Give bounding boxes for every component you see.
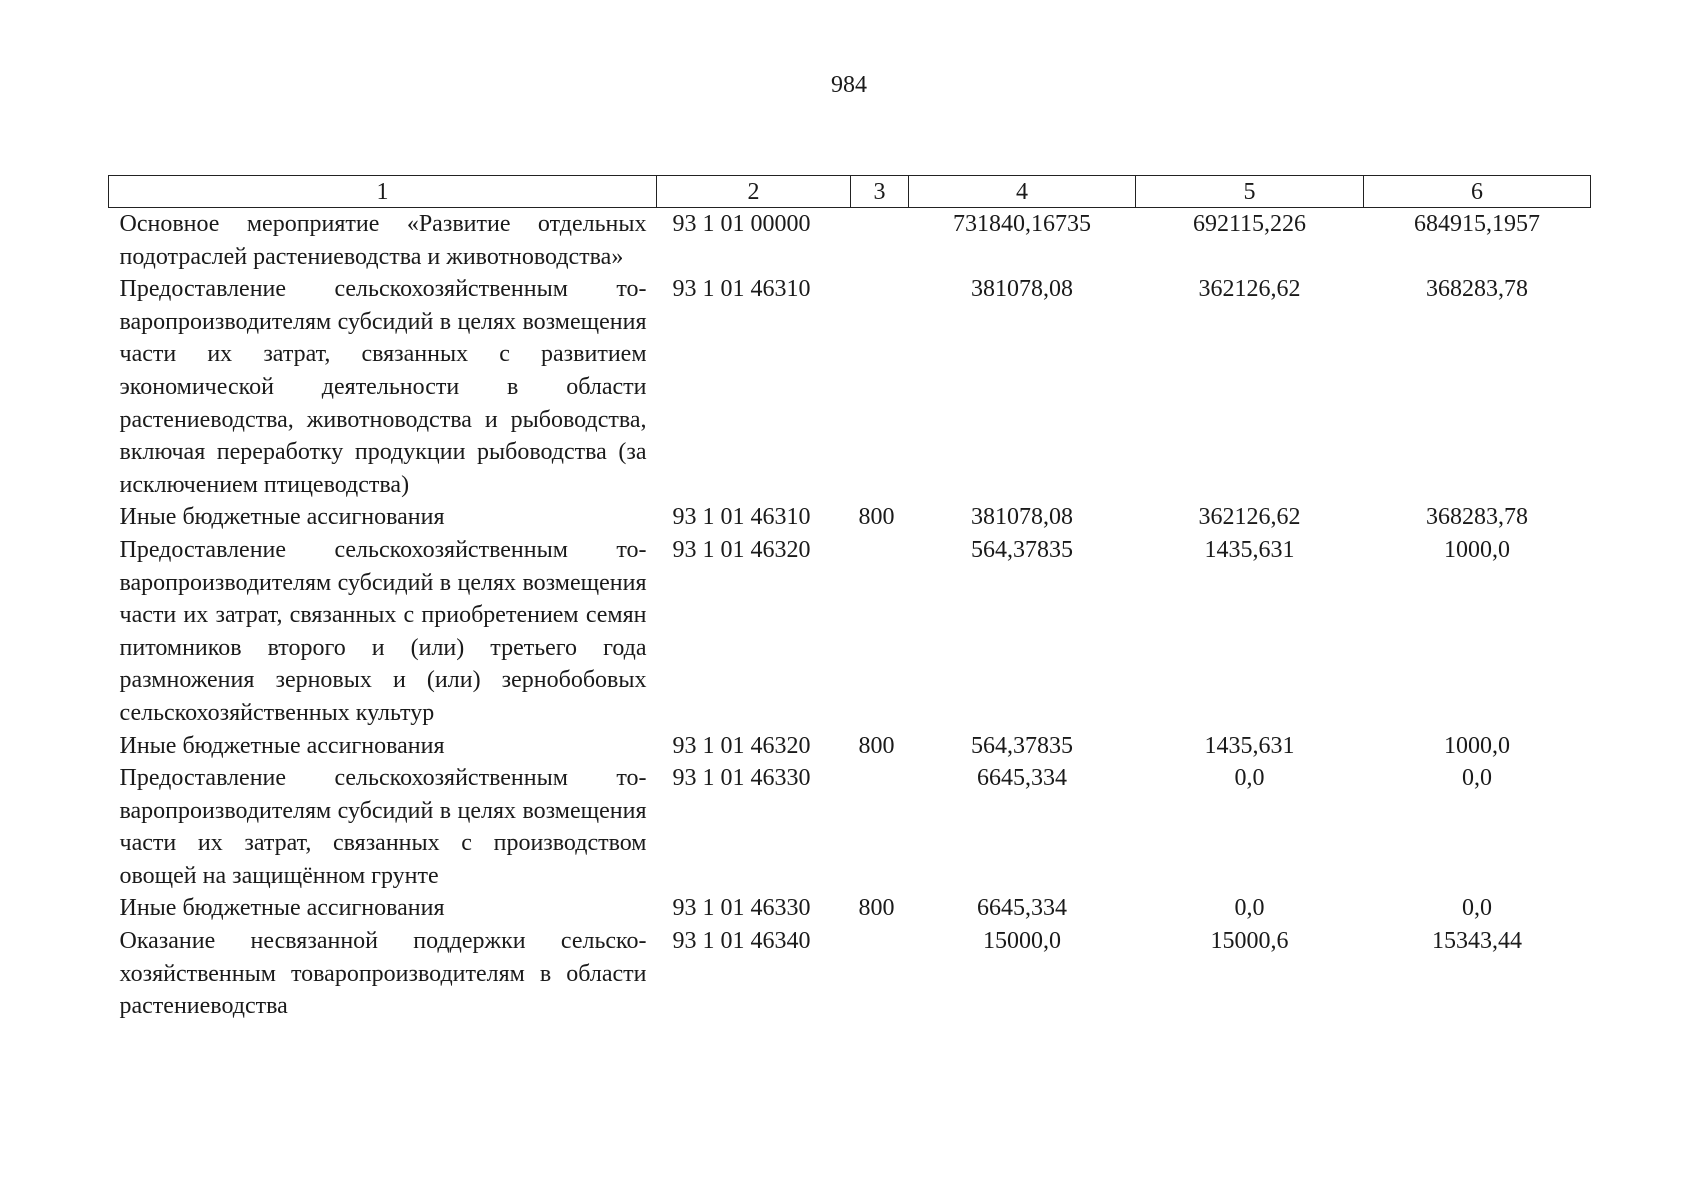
row-value-5: 362126,62: [1198, 276, 1301, 303]
row-name: Иные бюджетные ассигнования: [119, 732, 445, 759]
row-value-5: 362126,62: [1198, 504, 1301, 531]
row-value-4: 15000,0: [983, 928, 1061, 955]
row-value-5: 1435,631: [1204, 732, 1295, 759]
row-value-6: 684915,1957: [1414, 211, 1540, 237]
table-row: [109, 208, 1591, 274]
row-code: 93 1 01 00000: [672, 211, 811, 237]
row-value-5: 692115,226: [1192, 211, 1307, 237]
row-value-6: 368283,78: [1426, 504, 1528, 531]
row-value-6: 368283,78: [1426, 276, 1528, 303]
table-row: [109, 273, 1591, 501]
row-code: 93 1 01 46330: [672, 765, 811, 792]
row-value-6: 0,0: [1462, 895, 1492, 922]
header-col-6: 6: [1364, 176, 1591, 208]
row-type: 800: [858, 895, 895, 922]
table-row: [109, 730, 1591, 763]
row-code: 93 1 01 46310: [672, 504, 811, 531]
row-type: [851, 534, 909, 730]
page-number: 984: [831, 72, 867, 98]
row-type: [851, 208, 909, 274]
row-value-4: 381078,08: [971, 504, 1073, 531]
row-value-4: 564,37835: [971, 732, 1073, 759]
header-col-4: 4: [909, 176, 1136, 208]
header-col-3: 3: [851, 176, 909, 208]
row-type: 800: [858, 732, 895, 759]
table-row: [109, 892, 1591, 925]
table-row: [109, 762, 1591, 892]
row-name: Иные бюджетные ассигнования: [119, 504, 445, 531]
row-code: 93 1 01 46330: [672, 895, 811, 922]
row-name: Предоставление сельскохозяйственным товаропроизводителям субсидий в целях возмещения части их затрат, связанных с приобретением семян питомников второго и (или) третьего года размножения зерновых и (или) зернобобовых сельскохозяйственных культур: [119, 536, 647, 726]
row-value-4: 6645,334: [977, 765, 1067, 792]
row-value-6: 0,0: [1462, 765, 1492, 792]
table-body: [109, 208, 1591, 1023]
row-value-6: 1000,0: [1444, 536, 1510, 563]
row-value-4: 564,37835: [971, 536, 1073, 563]
header-row: [109, 176, 1591, 208]
row-value-5: 1435,631: [1204, 536, 1295, 563]
row-type: 800: [858, 504, 895, 531]
row-code: 93 1 01 46340: [672, 928, 811, 955]
row-value-4: 731840,16735: [953, 211, 1091, 237]
row-value-6: 1000,0: [1444, 732, 1510, 759]
row-code: 93 1 01 46320: [672, 732, 811, 759]
table-row: [109, 925, 1591, 1023]
table-row: [109, 501, 1591, 534]
row-name: Иные бюджетные ассигнования: [119, 895, 445, 922]
budget-table: [108, 175, 1591, 1023]
row-name: Предоставление сельскохозяйственным товаропроизводителям субсидий в целях возмещения части их затрат, связанных с производством овощей на защищённом грунте: [119, 765, 647, 889]
table-row: [109, 534, 1591, 730]
row-name: Основное мероприятие «Развитие отдельных подотраслей растениеводства и животноводства»: [119, 211, 647, 270]
table-header: [109, 176, 1591, 208]
header-col-5: 5: [1136, 176, 1364, 208]
row-value-5: 0,0: [1234, 895, 1265, 922]
header-col-1: 1: [109, 176, 657, 208]
row-type: [851, 925, 909, 1023]
row-value-5: 15000,6: [1210, 928, 1289, 955]
row-name: Оказание несвязанной поддержки сельскохозяйственным товаропроизводителям в области растениеводства: [119, 928, 647, 1020]
row-code: 93 1 01 46320: [672, 536, 811, 563]
row-type: [851, 762, 909, 892]
row-name: Предоставление сельскохозяйственным товаропроизводителям субсидий в целях возмещения части их затрат, связанных с развитием экономической деятельности в области растениеводства, животноводства и рыбоводства, включая переработку продукции рыбоводства (за исключением птицеводства): [119, 276, 647, 498]
row-value-5: 0,0: [1234, 765, 1265, 792]
row-value-6: 15343,44: [1432, 928, 1522, 955]
header-col-2: 2: [657, 176, 851, 208]
row-value-4: 6645,334: [977, 895, 1067, 922]
row-type: [851, 273, 909, 501]
row-code: 93 1 01 46310: [672, 276, 811, 303]
row-value-4: 381078,08: [971, 276, 1073, 303]
